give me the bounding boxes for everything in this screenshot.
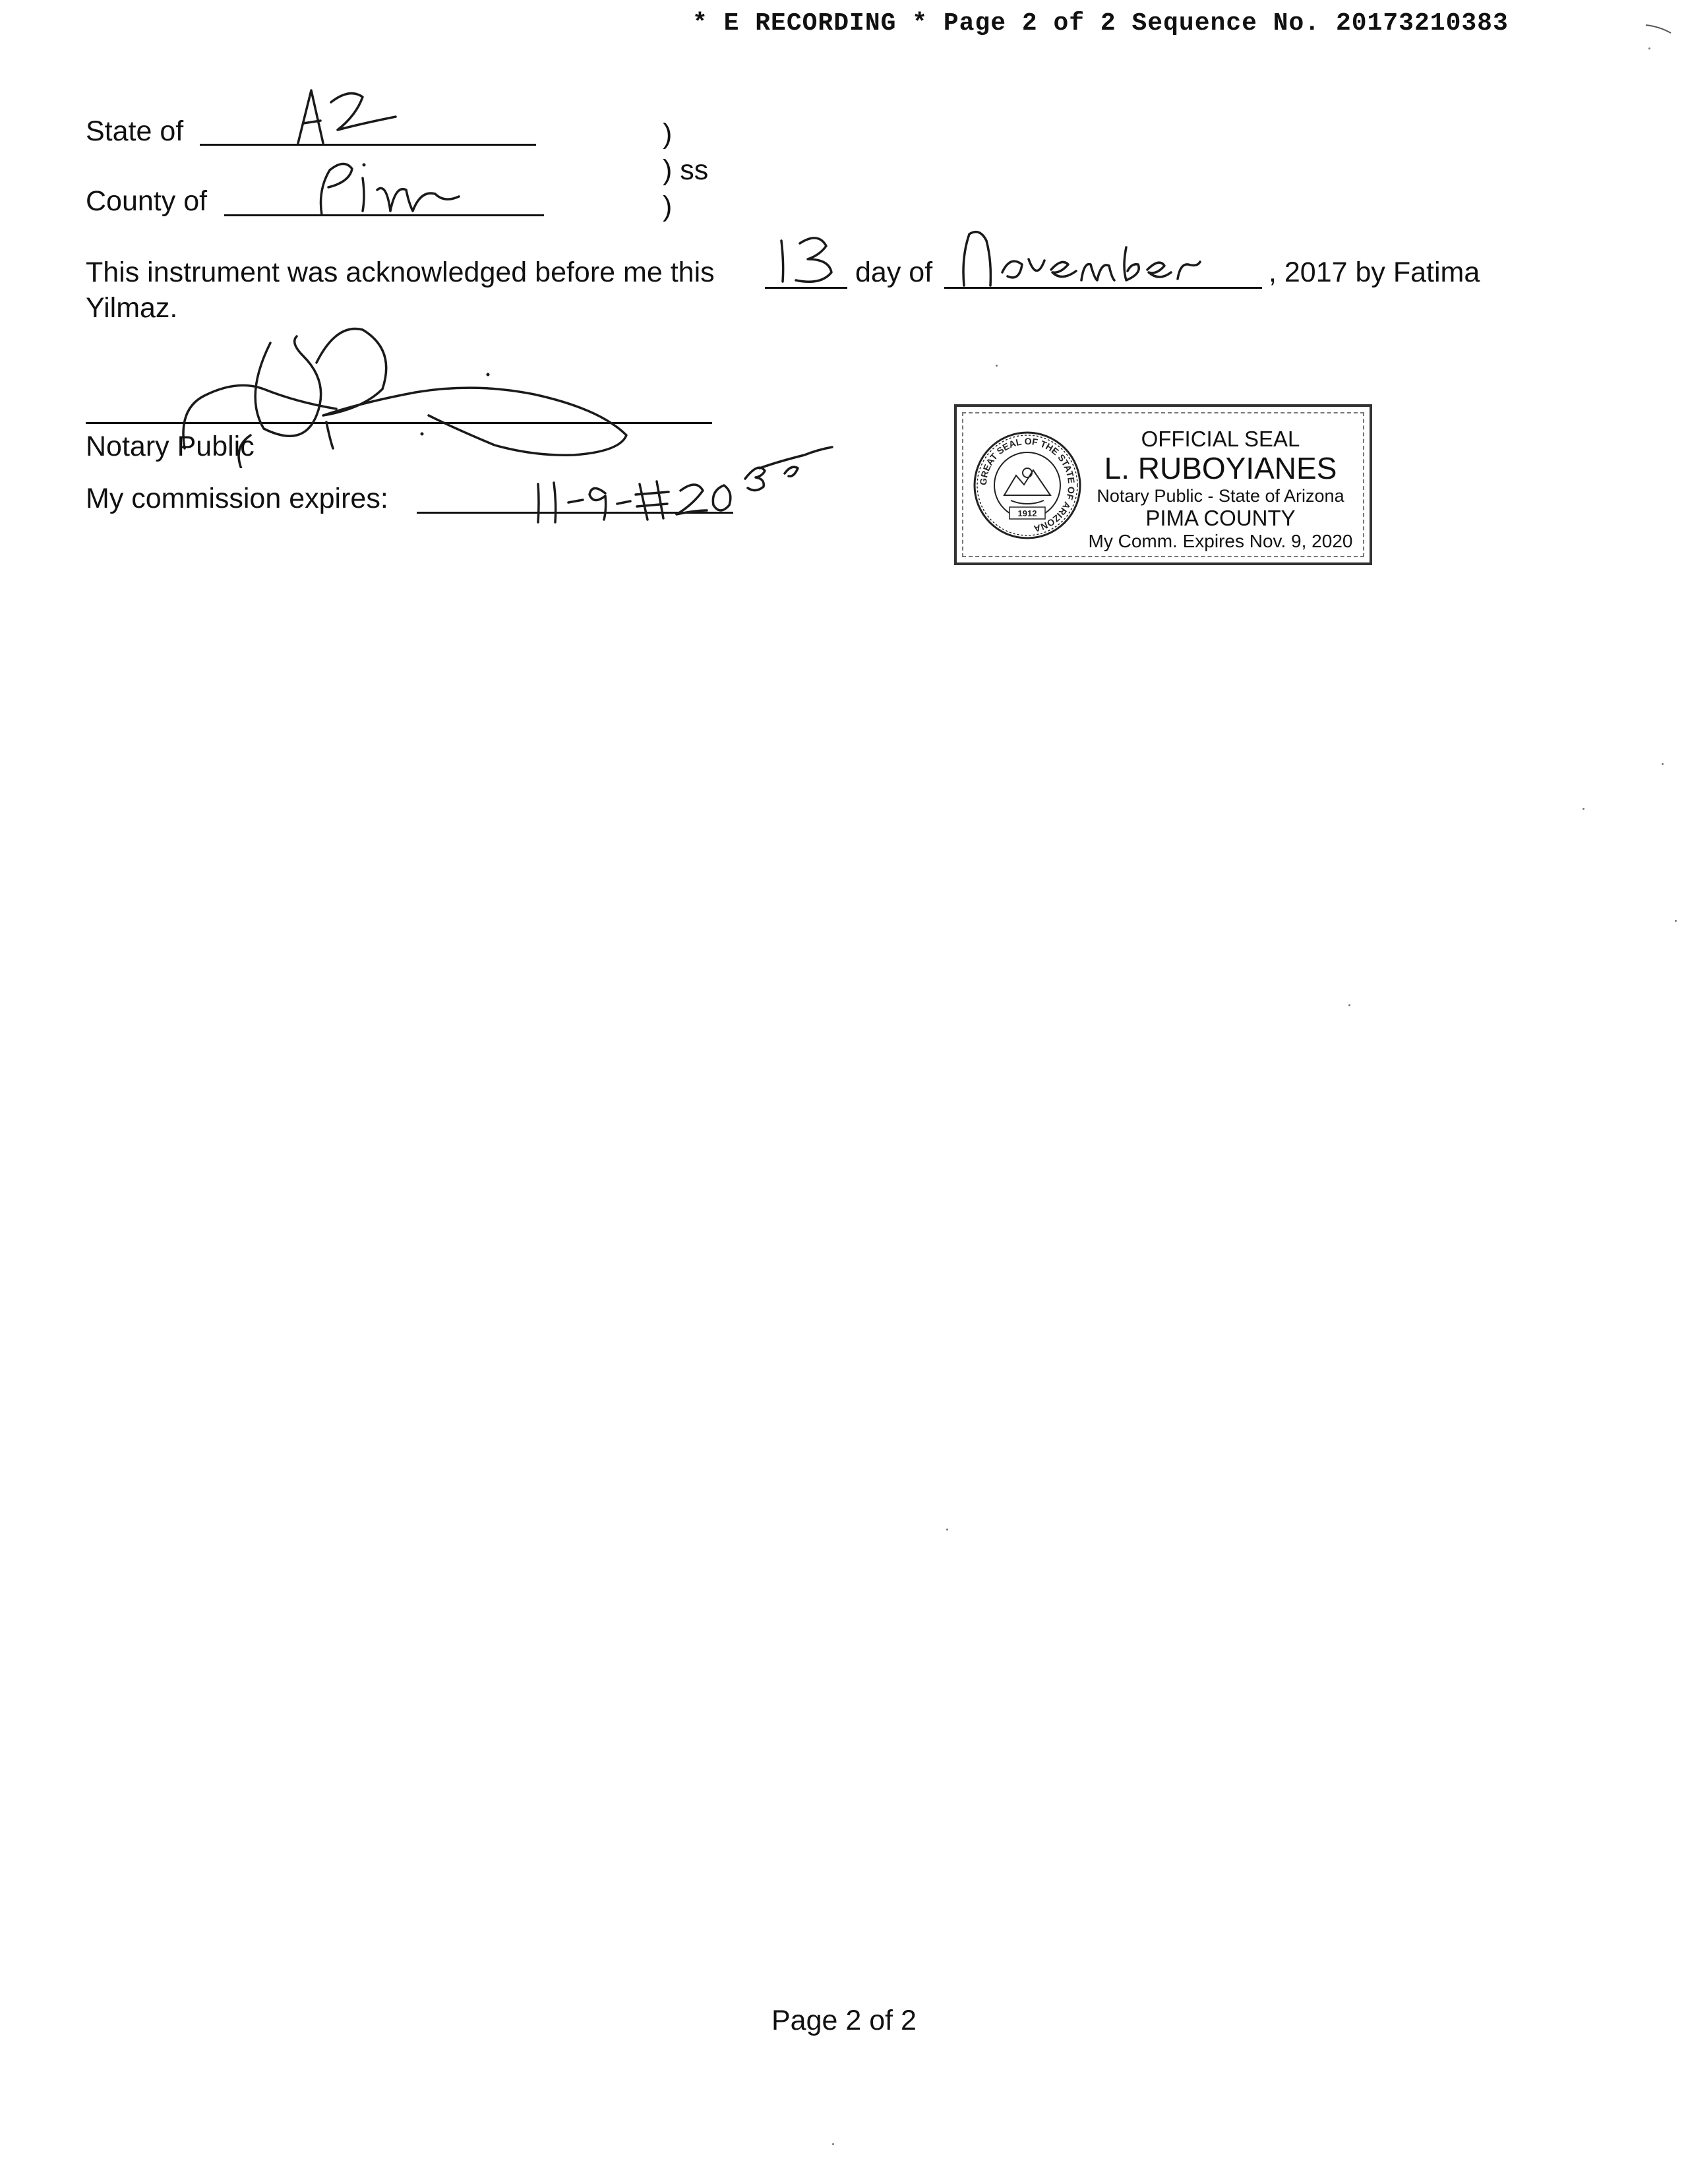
- svg-text:1912: 1912: [1017, 508, 1037, 518]
- state-handwriting: [284, 82, 429, 148]
- ack-text-end: , 2017 by Fatima: [1269, 257, 1480, 288]
- month-handwriting: [950, 221, 1266, 293]
- recording-header: * E RECORDING * Page 2 of 2 Sequence No. 20173210383: [692, 9, 1509, 38]
- seal-title: OFFICIAL SEAL: [1141, 427, 1300, 451]
- commission-label: My commission expires:: [86, 483, 388, 514]
- page-number-footer: Page 2 of 2: [771, 2005, 917, 2036]
- scan-speck: [1662, 763, 1664, 765]
- scan-mark: [1642, 13, 1675, 53]
- scan-speck: [1348, 1004, 1350, 1006]
- notary-public-label: Notary Public: [86, 431, 255, 462]
- commission-handwriting: [528, 442, 844, 528]
- svg-text:GREAT SEAL OF THE STATE OF ARI: GREAT SEAL OF THE STATE OF ARIZONA: [977, 435, 1077, 535]
- seal-notary-state: Notary Public - State of Arizona: [1097, 486, 1344, 506]
- day-of-text: day of: [855, 257, 933, 288]
- ack-text-line2: Yilmaz.: [86, 292, 178, 324]
- seal-notary-name: L. RUBOYIANES: [1104, 451, 1337, 485]
- seal-expiration: My Comm. Expires Nov. 9, 2020: [1088, 531, 1353, 551]
- state-label: State of: [86, 115, 184, 147]
- county-handwriting: [303, 150, 475, 220]
- scan-speck: [1648, 47, 1650, 49]
- scan-speck: [1582, 808, 1584, 810]
- official-seal-stamp: [954, 404, 1372, 565]
- bracket-top: ): [663, 118, 673, 150]
- day-handwriting: [768, 228, 847, 290]
- scan-speck: [946, 1529, 948, 1531]
- scan-speck: [996, 365, 998, 367]
- seal-county: PIMA COUNTY: [1145, 506, 1296, 530]
- ss-label: ) ss: [663, 154, 709, 186]
- scan-speck: [1675, 920, 1677, 922]
- ack-text-start: This instrument was acknowledged before me this: [86, 257, 715, 288]
- arizona-seal-emblem: [971, 429, 1083, 541]
- scan-speck: [832, 2143, 834, 2145]
- county-label: County of: [86, 185, 208, 217]
- bracket-bottom: ): [663, 191, 673, 222]
